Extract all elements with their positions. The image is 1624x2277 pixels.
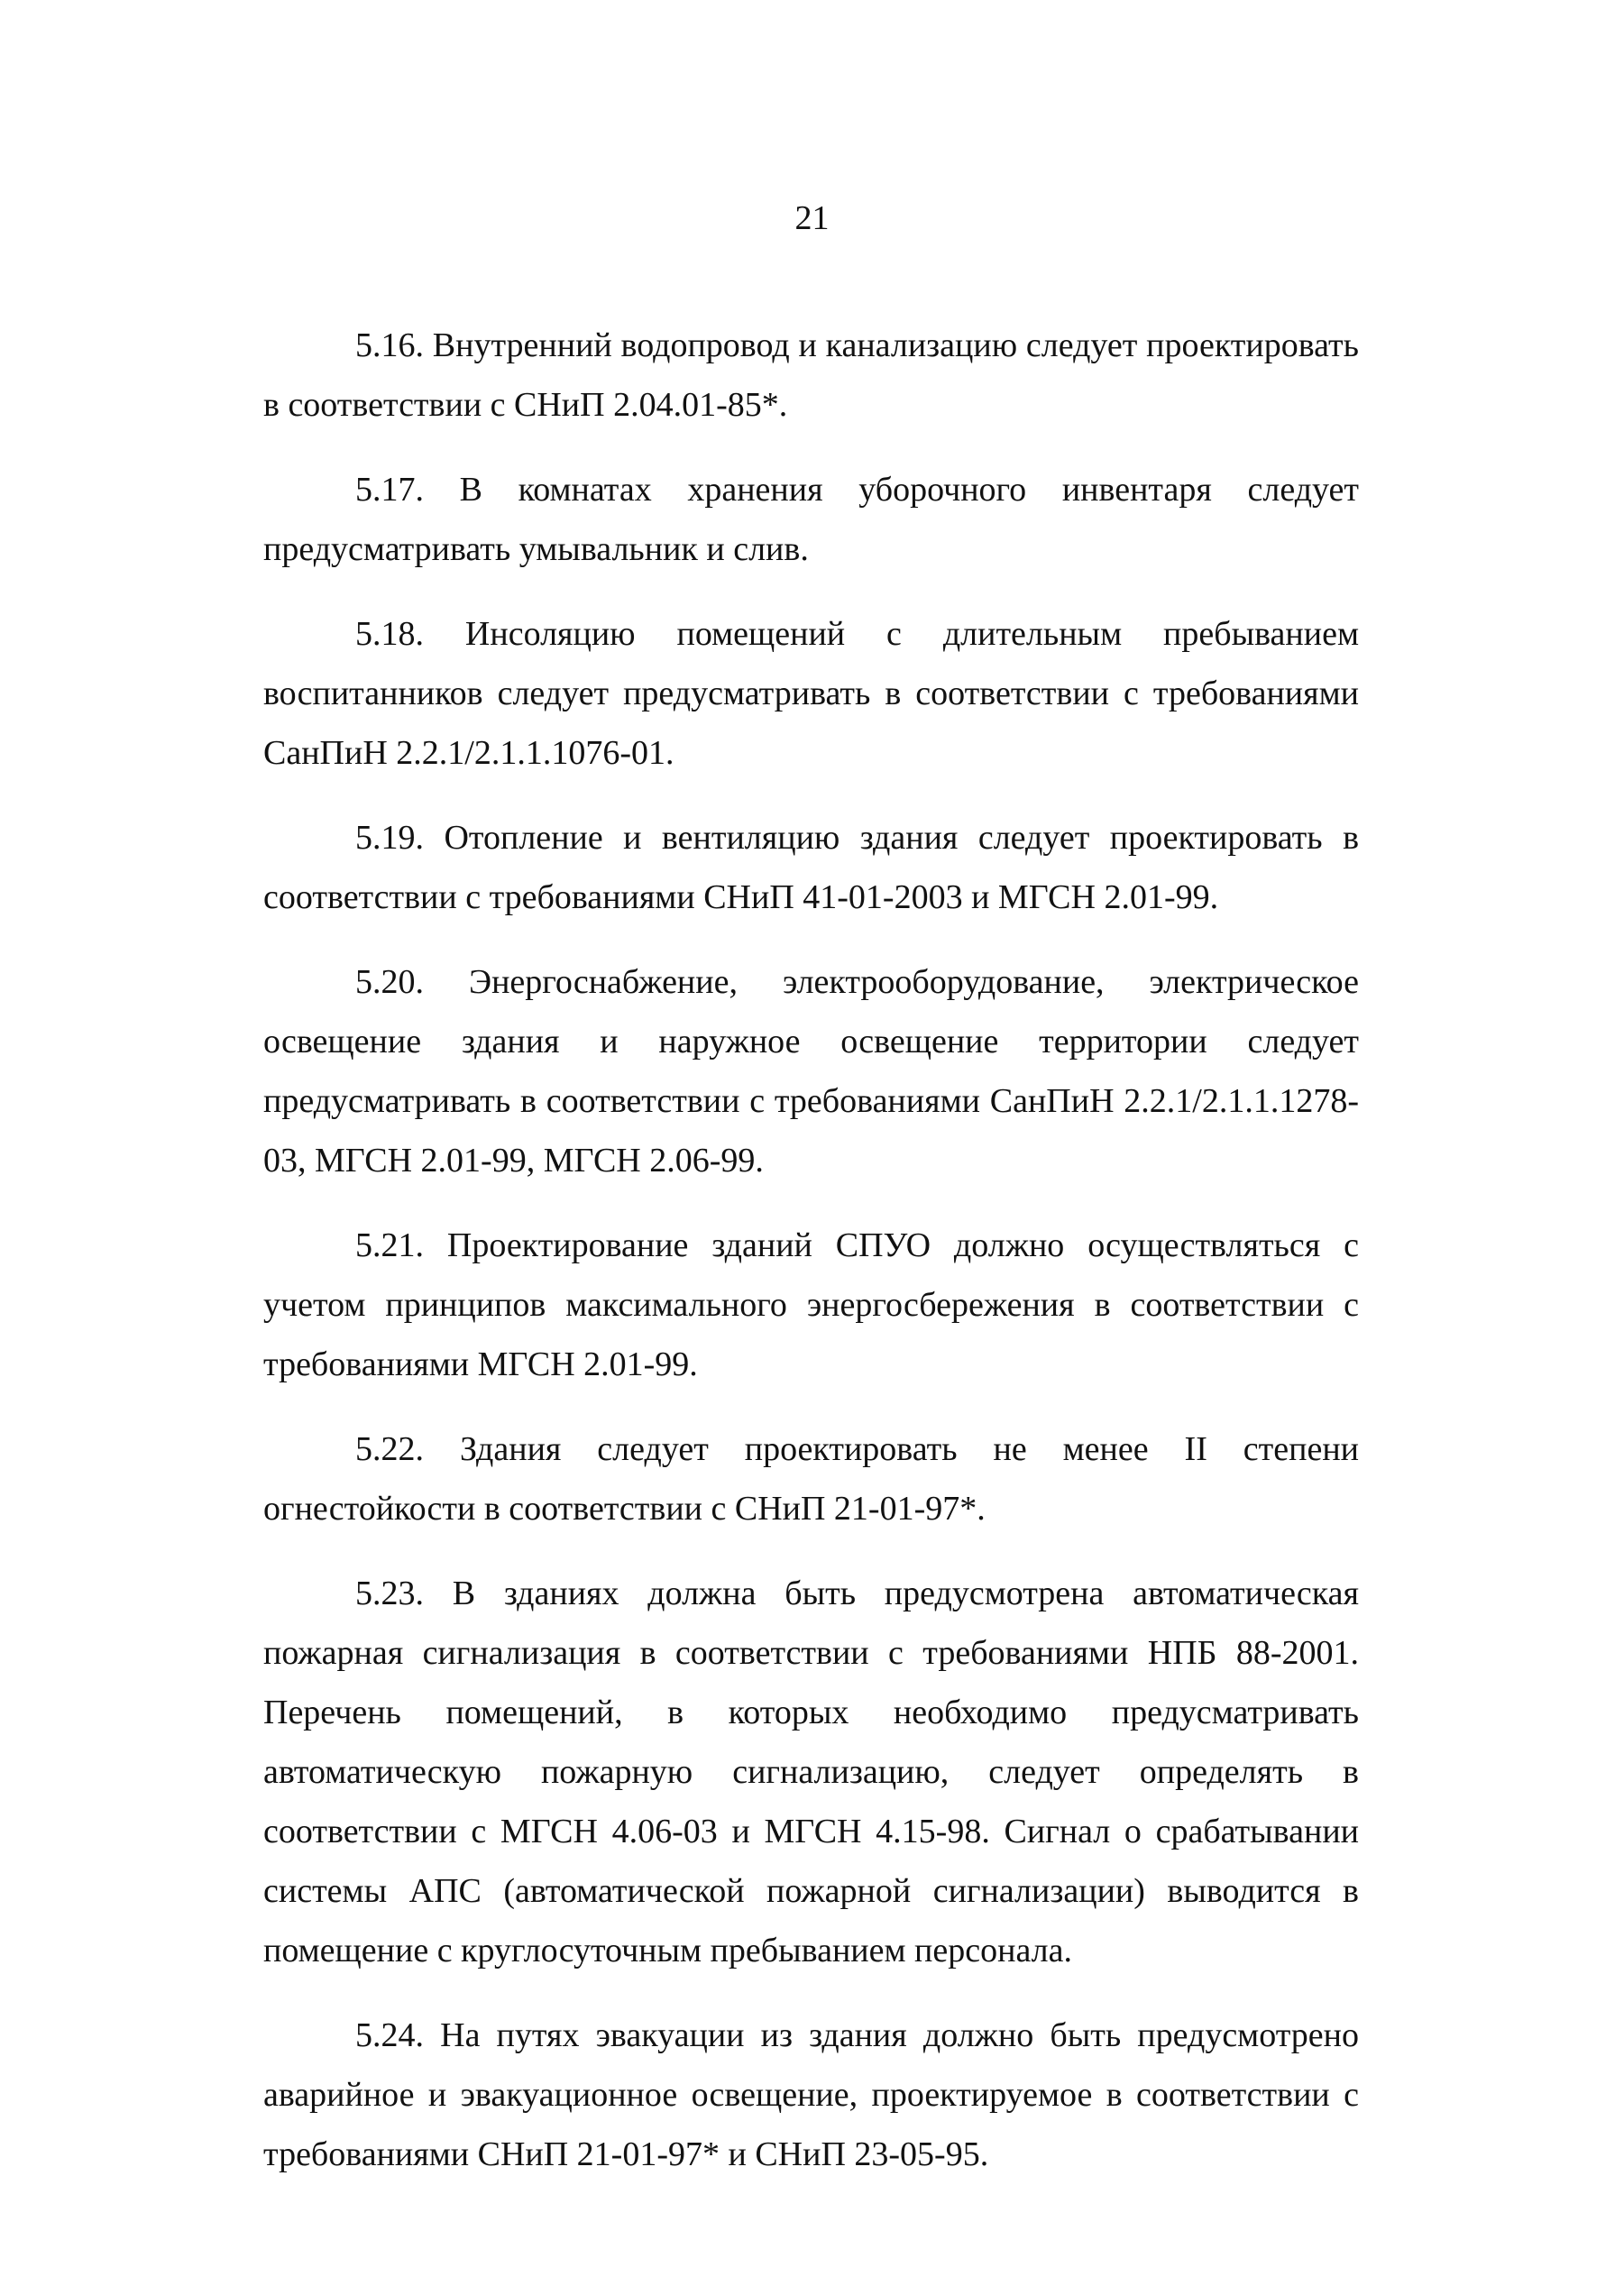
paragraph-number: 5.18. <box>355 615 424 653</box>
paragraph-text: Отопление и вентиляцию здания следует проектировать в соответствии с требованиями СНиП 41-01-2003 и МГСН 2.01-99. <box>263 819 1360 916</box>
paragraph-5-20 <box>263 952 1359 1190</box>
paragraph-5-21 <box>263 1216 1359 1394</box>
paragraph-number: 5.17. <box>355 471 424 509</box>
paragraph-number: 5.22. <box>355 1430 424 1468</box>
paragraph-text: Внутренний водопровод и канализацию следует проектировать в соответствии с СНиП 2.04.01-85*. <box>263 326 1359 424</box>
paragraph-text: Здания следует проектировать не менее II степени огнестойкости в соответствии с СНиП 21-01-97*. <box>263 1430 1359 1528</box>
paragraph-number: 5.19. <box>355 819 424 857</box>
paragraph-text: На путях эвакуации из здания должно быть предусмотрено аварийное и эвакуационное освещение, проектируемое в соответствии с требованиями СНиП 21-01-97* и СНиП 23-05-95. <box>263 2016 1360 2173</box>
paragraph-5-24 <box>263 2006 1359 2184</box>
paragraph-number: 5.16. <box>355 326 424 364</box>
paragraph-5-22 <box>263 1419 1359 1538</box>
paragraph-text: Инсоляцию помещений с длительным пребыванием воспитанников следует предусматривать в соответствии с требованиями СанПиН 2.2.1/2.1.1.1076-01. <box>263 615 1360 772</box>
paragraph-5-19 <box>263 808 1359 927</box>
paragraph-5-23 <box>263 1564 1359 1980</box>
paragraph-text: В комнатах хранения уборочного инвентаря следует предусматривать умывальник и слив. <box>263 471 1359 568</box>
page-number: 21 <box>794 199 830 237</box>
paragraph-text: Проектирование зданий СПУО должно осуществляться с учетом принципов максимального энергосбережения в соответствии с требованиями МГСН 2.01-99. <box>263 1226 1359 1383</box>
paragraph-text: В зданиях должна быть предусмотрена автоматическая пожарная сигнализация в соответствии с требованиями НПБ 88-2001. Перечень помещений, в которых необходимо предусматривать автоматическую пожарную сигнализацию, следует определять в соответствии с МГСН 4.06-03 и МГСН 4.15-98. Сигнал о срабатывании системы АПС (автоматической пожарной сигнализации) выводится в помещение с круглосуточным пребыванием персонала. <box>263 1575 1359 1969</box>
document-body <box>263 316 1359 2209</box>
paragraph-number: 5.20. <box>355 963 424 1001</box>
paragraph-text: Энергоснабжение, электрооборудование, электрическое освещение здания и наружное освещение территории следует предусматривать в соответствии с требованиями СанПиН 2.2.1/2.1.1.1278-03, МГСН 2.01-99, МГСН 2.06-99. <box>263 963 1360 1180</box>
paragraph-5-16 <box>263 316 1359 435</box>
paragraph-5-18 <box>263 604 1359 783</box>
paragraph-5-17 <box>263 460 1359 579</box>
paragraph-number: 5.21. <box>355 1226 424 1264</box>
paragraph-number: 5.24. <box>355 2016 424 2054</box>
paragraph-number: 5.23. <box>355 1575 424 1612</box>
